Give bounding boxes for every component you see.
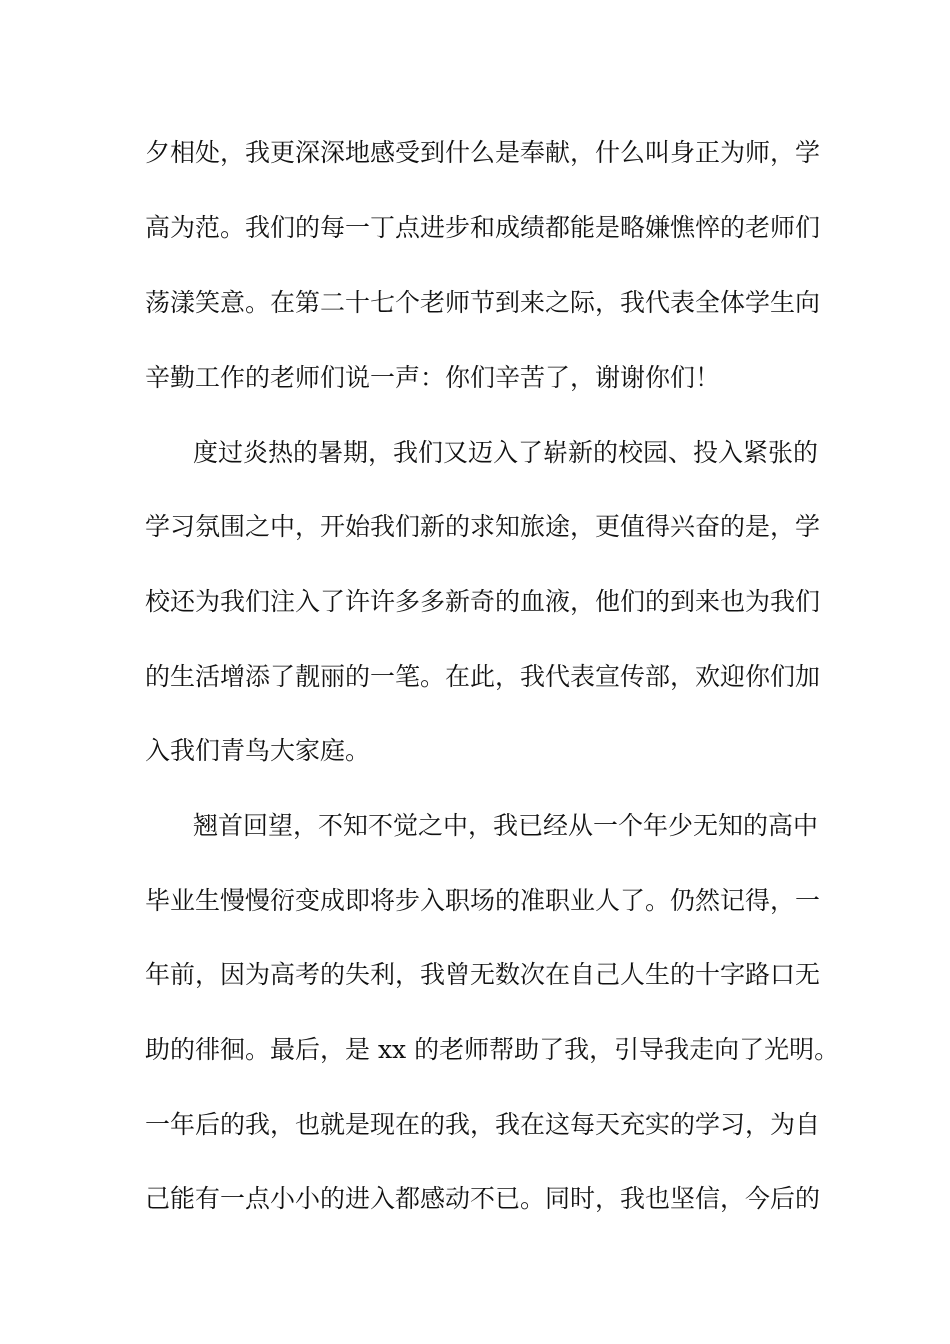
text-line: 己能有一点小小的进入都感动不已。同时，我也坚信，今后的: [145, 1184, 821, 1213]
text-line: 荡漾笑意。在第二十七个老师节到来之际，我代表全体学生向: [145, 288, 821, 317]
text-line: 高为范。我们的每一丁点进步和成绩都能是略嫌憔悴的老师们: [145, 213, 821, 242]
text-line: 的生活增添了靓丽的一笔。在此，我代表宣传部，欢迎你们加: [145, 662, 821, 691]
text-line: 一年后的我，也就是现在的我，我在这每天充实的学习，为自: [145, 1110, 821, 1139]
text-line: 校还为我们注入了许许多多新奇的血液，他们的到来也为我们: [145, 587, 821, 616]
text-line: 夕相处，我更深深地感受到什么是奉献，什么叫身正为师，学: [145, 138, 821, 167]
text-line: 年前，因为高考的失利，我曾无数次在自己人生的十字路口无: [145, 960, 821, 989]
text-line: 学习氛围之中，开始我们新的求知旅途，更值得兴奋的是，学: [145, 512, 821, 541]
paragraph-start-line: 翘首回望，不知不觉之中，我已经从一个年少无知的高中: [193, 811, 819, 840]
paragraph-start-line: 度过炎热的暑期，我们又迈入了崭新的校园、投入紧张的: [193, 438, 819, 467]
text-line: 辛勤工作的老师们说一声：你们辛苦了，谢谢你们！: [145, 363, 721, 392]
text-line: 入我们青鸟大家庭。: [145, 736, 371, 765]
text-line: 助的徘徊。最后，是 xx 的老师帮助了我，引导我走向了光明。: [145, 1035, 840, 1064]
text-line: 毕业生慢慢衍变成即将步入职场的准职业人了。仍然记得，一: [145, 886, 821, 915]
